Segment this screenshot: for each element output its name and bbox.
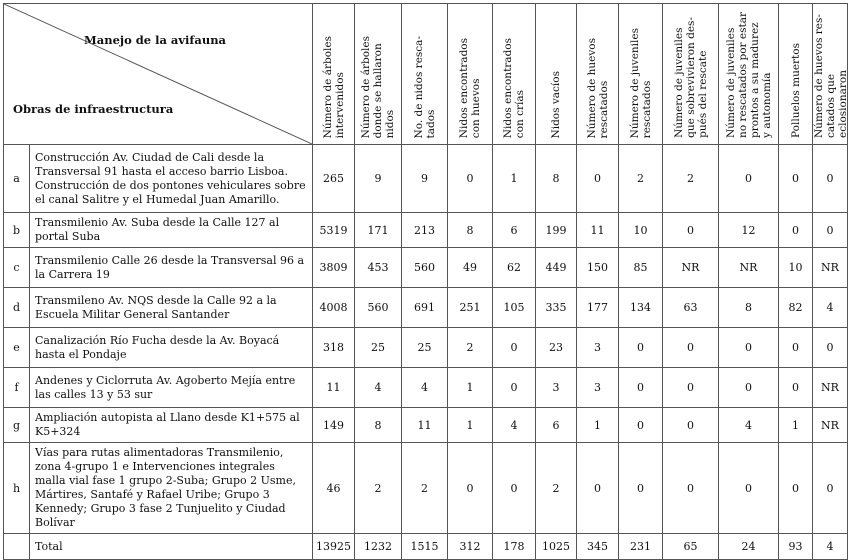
- table-cell: 63: [663, 288, 719, 328]
- total-letter-cell: [4, 534, 30, 560]
- table-cell: 2: [536, 443, 577, 534]
- table-cell: 6: [536, 408, 577, 443]
- column-header: Número de juveniles no rescatados por estar prontos a su madurez y autonomía: [719, 4, 779, 145]
- table-cell: 0: [619, 328, 663, 368]
- column-header: Número de huevos rescatados: [577, 4, 619, 145]
- row-description: Andenes y Ciclorruta Av. Agoberto Mejía entre las calles 13 y 53 sur: [30, 368, 313, 408]
- total-cell: 13925: [313, 534, 355, 560]
- header-bottom-left-label: Obras de infraestructura: [13, 102, 174, 116]
- table-cell: 62: [493, 248, 536, 288]
- table-cell: 251: [448, 288, 493, 328]
- table-cell: NR: [663, 248, 719, 288]
- header-top-right-label: Manejo de la avifauna: [84, 33, 226, 47]
- table-cell: 0: [813, 213, 848, 248]
- row-description: Ampliación autopista al Llano desde K1+575 al K5+324: [30, 408, 313, 443]
- table-cell: 265: [313, 145, 355, 213]
- row-letter: c: [4, 248, 30, 288]
- table-cell: 23: [536, 328, 577, 368]
- table-cell: NR: [719, 248, 779, 288]
- total-cell: 231: [619, 534, 663, 560]
- total-label: Total: [30, 534, 313, 560]
- table-cell: 2: [663, 145, 719, 213]
- table-cell: 0: [577, 145, 619, 213]
- table-row: [4, 248, 848, 288]
- table-cell: 3: [577, 328, 619, 368]
- row-description: Vías para rutas alimentadoras Transmilenio, zona 4-grupo 1 e Intervenciones integrales malla vial fase 1 grupo 2-Suba; Grupo 2 Usme, Mártires, Santafé y Rafael Uribe; Grupo 3 Kennedy; Grupo 3 fase 2 Tunjuelito y Ciudad Bolívar: [30, 443, 313, 534]
- table-cell: 177: [577, 288, 619, 328]
- table-cell: 0: [493, 368, 536, 408]
- table-cell: 453: [355, 248, 402, 288]
- total-cell: 1232: [355, 534, 402, 560]
- table-cell: 6: [493, 213, 536, 248]
- table-cell: 11: [577, 213, 619, 248]
- table-cell: 3: [577, 368, 619, 408]
- table-cell: 0: [719, 443, 779, 534]
- table-cell: 0: [813, 145, 848, 213]
- table-cell: 0: [663, 408, 719, 443]
- row-letter: d: [4, 288, 30, 328]
- row-description: Transmilenio Calle 26 desde la Transversal 96 a la Carrera 19: [30, 248, 313, 288]
- table-row: [4, 443, 848, 534]
- table-cell: 2: [355, 443, 402, 534]
- table-cell: 1: [577, 408, 619, 443]
- table-cell: 8: [536, 145, 577, 213]
- table-cell: 134: [619, 288, 663, 328]
- row-letter: f: [4, 368, 30, 408]
- table-cell: 9: [355, 145, 402, 213]
- table-cell: NR: [813, 408, 848, 443]
- table-cell: 149: [313, 408, 355, 443]
- row-letter: g: [4, 408, 30, 443]
- table-cell: 560: [355, 288, 402, 328]
- table-cell: 46: [313, 443, 355, 534]
- total-row: [4, 534, 848, 560]
- row-letter: h: [4, 443, 30, 534]
- column-header: Nidos encontrados con huevos: [448, 4, 493, 145]
- column-header: Número de juveniles que sobrevivieron des- pués del rescate: [663, 4, 719, 145]
- table-cell: 0: [448, 145, 493, 213]
- table-cell: 0: [577, 443, 619, 534]
- table-cell: 4: [719, 408, 779, 443]
- table-cell: 0: [663, 213, 719, 248]
- row-letter: e: [4, 328, 30, 368]
- avifauna-table: [3, 3, 848, 560]
- avifauna-table-container: [3, 3, 848, 560]
- table-row: [4, 328, 848, 368]
- total-cell: 24: [719, 534, 779, 560]
- table-cell: 1: [779, 408, 813, 443]
- column-header: Polluelos muertos: [779, 4, 813, 145]
- table-row: [4, 145, 848, 213]
- table-cell: 1: [448, 368, 493, 408]
- table-cell: 0: [719, 145, 779, 213]
- table-cell: 2: [402, 443, 448, 534]
- table-cell: 0: [663, 328, 719, 368]
- table-cell: 25: [355, 328, 402, 368]
- row-letter: b: [4, 213, 30, 248]
- column-header: Número de árboles donde se hallaron nidos: [355, 4, 402, 145]
- row-description: Construcción Av. Ciudad de Cali desde la Transversal 91 hasta el acceso barrio Lisboa. Construcción de dos pontones vehiculares sobre el canal Salitre y el Humedal Juan Amarillo.: [30, 145, 313, 213]
- table-cell: 150: [577, 248, 619, 288]
- table-cell: 0: [663, 368, 719, 408]
- table-cell: 12: [719, 213, 779, 248]
- table-cell: 82: [779, 288, 813, 328]
- column-header: Número de juveniles rescatados: [619, 4, 663, 145]
- table-cell: 11: [313, 368, 355, 408]
- table-cell: 105: [493, 288, 536, 328]
- table-cell: 199: [536, 213, 577, 248]
- table-cell: 10: [779, 248, 813, 288]
- table-cell: 0: [779, 328, 813, 368]
- table-cell: 2: [619, 145, 663, 213]
- table-row: [4, 213, 848, 248]
- table-cell: 49: [448, 248, 493, 288]
- table-cell: 0: [719, 328, 779, 368]
- total-cell: 312: [448, 534, 493, 560]
- table-cell: 2: [448, 328, 493, 368]
- table-cell: NR: [813, 368, 848, 408]
- table-cell: 1: [448, 408, 493, 443]
- table-cell: 4008: [313, 288, 355, 328]
- table-row: [4, 408, 848, 443]
- table-cell: 3809: [313, 248, 355, 288]
- table-cell: 0: [619, 408, 663, 443]
- column-header: Número de árboles intervenidos: [313, 4, 355, 145]
- table-cell: 171: [355, 213, 402, 248]
- table-cell: 0: [813, 443, 848, 534]
- table-cell: 335: [536, 288, 577, 328]
- table-cell: 11: [402, 408, 448, 443]
- table-cell: 85: [619, 248, 663, 288]
- table-cell: 0: [493, 328, 536, 368]
- total-cell: 4: [813, 534, 848, 560]
- table-cell: 3: [536, 368, 577, 408]
- row-description: Canalización Río Fucha desde la Av. Boyacá hasta el Pondaje: [30, 328, 313, 368]
- total-cell: 345: [577, 534, 619, 560]
- total-cell: 1025: [536, 534, 577, 560]
- total-cell: 65: [663, 534, 719, 560]
- table-cell: 691: [402, 288, 448, 328]
- table-cell: 318: [313, 328, 355, 368]
- table-cell: 213: [402, 213, 448, 248]
- total-cell: 178: [493, 534, 536, 560]
- table-cell: 0: [813, 328, 848, 368]
- column-header: Nidos vacíos: [536, 4, 577, 145]
- table-cell: 5319: [313, 213, 355, 248]
- table-cell: 560: [402, 248, 448, 288]
- table-cell: 0: [619, 368, 663, 408]
- total-cell: 1515: [402, 534, 448, 560]
- total-cell: 93: [779, 534, 813, 560]
- header-row: [4, 4, 848, 145]
- table-row: [4, 368, 848, 408]
- row-description: Transmilenio Av. Suba desde la Calle 127 al portal Suba: [30, 213, 313, 248]
- table-cell: 0: [779, 368, 813, 408]
- table-cell: 4: [355, 368, 402, 408]
- table-cell: 0: [493, 443, 536, 534]
- table-cell: 0: [663, 443, 719, 534]
- diagonal-header-cell: [4, 4, 313, 145]
- table-cell: 9: [402, 145, 448, 213]
- table-cell: 10: [619, 213, 663, 248]
- table-cell: 0: [779, 213, 813, 248]
- row-letter: a: [4, 145, 30, 213]
- table-body: [4, 145, 848, 560]
- table-cell: 25: [402, 328, 448, 368]
- table-cell: 8: [719, 288, 779, 328]
- row-description: Transmileno Av. NQS desde la Calle 92 a la Escuela Militar General Santander: [30, 288, 313, 328]
- column-header: Nidos encontrados con crías: [493, 4, 536, 145]
- table-cell: 4: [813, 288, 848, 328]
- table-cell: 0: [779, 443, 813, 534]
- column-header: No. de nidos resca- tados: [402, 4, 448, 145]
- table-cell: 0: [448, 443, 493, 534]
- table-cell: 4: [493, 408, 536, 443]
- table-cell: 0: [779, 145, 813, 213]
- table-cell: 1: [493, 145, 536, 213]
- column-header: Número de huevos res- catados que eclosionaron: [813, 4, 848, 145]
- table-cell: 449: [536, 248, 577, 288]
- table-cell: 8: [448, 213, 493, 248]
- table-cell: NR: [813, 248, 848, 288]
- table-cell: 0: [619, 443, 663, 534]
- table-row: [4, 288, 848, 328]
- table-cell: 8: [355, 408, 402, 443]
- table-cell: 4: [402, 368, 448, 408]
- diagonal-divider: [4, 4, 312, 144]
- table-cell: 0: [719, 368, 779, 408]
